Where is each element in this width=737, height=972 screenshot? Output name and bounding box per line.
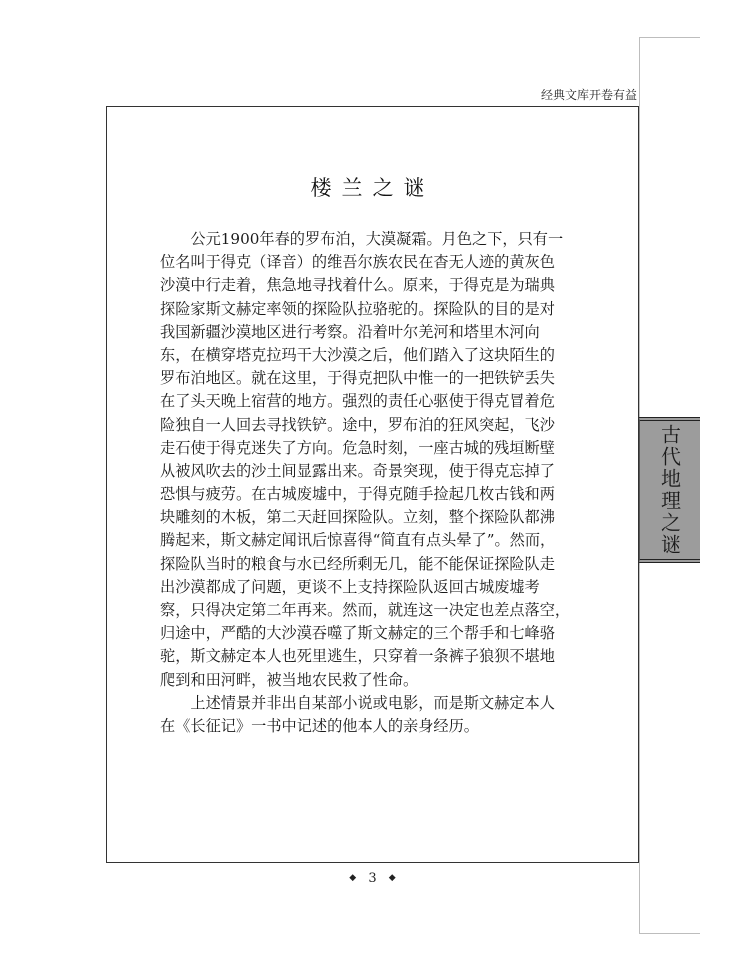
body-line: 我国新疆沙漠地区进行考察。沿着叶尔羌河和塔里木河向	[160, 322, 540, 341]
body-line: 在《长征记》一书中记述的他本人的亲身经历。	[160, 716, 479, 735]
body-line: 在了头天晚上宿营的地方。强烈的责任心驱使于得克冒着危	[160, 392, 555, 411]
body-line: 腾起来，斯文赫定闻讯后惊喜得“简直有点头晕了”。然而，	[160, 531, 556, 550]
body-line: 险独自一人回去寻找铁铲。途中，罗布泊的狂风突起，飞沙	[160, 415, 555, 434]
body-line: 走石使于得克迷失了方向。危急时刻，一座古城的残垣断壁	[160, 438, 555, 457]
body-line: 恐惧与疲劳。在古城废墟中，于得克随手捡起几枚古钱和两	[160, 485, 555, 504]
footer-bullet-left-icon: ◆	[349, 873, 357, 883]
body-line: 察，只得决定第二年再来。然而，就连这一决定也差点落空，	[160, 601, 571, 619]
body-line: 上述情景并非出自某部小说或电影，而是斯文赫定本人	[160, 693, 555, 712]
body-line: 驼，斯文赫定本人也死里逃生，只穿着一条裤子狼狈不堪地	[160, 647, 555, 666]
body-line: 出沙漠都成了问题，更谈不上支持探险队返回古城废墟考	[160, 577, 540, 596]
chapter-side-tab	[639, 417, 700, 563]
body-line: 从被风吹去的沙土间显露出来。奇景突现，使于得克忘掉了	[160, 461, 555, 480]
body-line: 探险家斯文赫定率领的探险队拉骆驼的。探险队的目的是对	[160, 299, 555, 318]
chapter-side-tab-label: 古代地理之谜	[657, 424, 682, 556]
body-line: 东，在横穿塔克拉玛干大沙漠之后，他们踏入了这块陌生的	[160, 345, 555, 364]
series-title: 经典文库开卷有益	[540, 88, 637, 102]
body-line: 爬到和田河畔，被当地农民救了性命。	[160, 670, 419, 689]
body-line: 探险队当时的粮食与水已经所剩无几，能不能保证探险队走	[160, 554, 555, 573]
article-title: 楼兰之谜	[310, 176, 435, 200]
body-line: 块雕刻的木板，第二天赶回探险队。立刻，整个探险队都沸	[160, 508, 555, 527]
body-line: 沙漠中行走着，焦急地寻找着什么。原来，于得克是为瑞典	[160, 276, 555, 295]
footer-bullet-right-icon: ◆	[388, 873, 396, 883]
article-body	[160, 228, 612, 738]
page-footer	[106, 871, 639, 886]
body-line: 罗布泊地区。就在这里，于得克把队中惟一的一把铁铲丢失	[160, 369, 555, 388]
body-line: 位名叫于得克（译音）的维吾尔族农民在杳无人迹的黄灰色	[160, 253, 555, 272]
page-number: 3	[368, 871, 377, 886]
body-line: 公元1900年春的罗布泊，大漠凝霜。月色之下，只有一	[160, 230, 564, 248]
body-line: 归途中，严酷的大沙漠吞噬了斯文赫定的三个帮手和七峰骆	[160, 624, 555, 643]
